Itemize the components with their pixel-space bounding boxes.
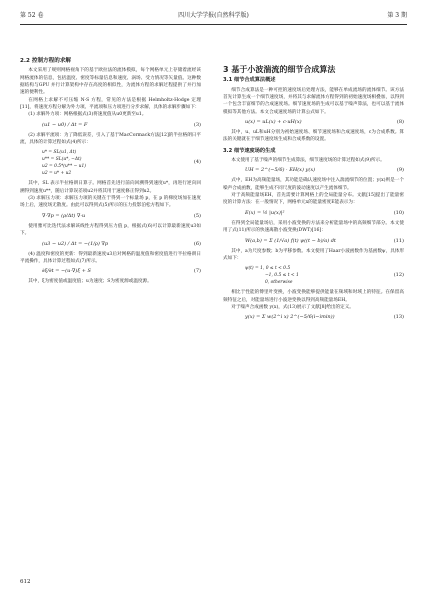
- paragraph: 使用雅可比迭代法求解该线性方程得到压力值 p，根据式(6)可以计算最新速度u3如下。: [20, 223, 201, 237]
- paragraph: 相比于性能的傅里叶变换，小波变换能够提供能量在频域和时域上的特征。在保留高频特征之后，对能量场进行小波逆变换以得到高频能量场EH。: [223, 290, 404, 303]
- equation-6: (u3 − u2) / Δt = −(1/ρ) ∇p (6): [42, 240, 201, 247]
- section-3-1-title: 3.1 细节合成算法概述: [223, 77, 276, 84]
- page-number: 612: [20, 579, 31, 585]
- paragraph: 其中，SL 表示半拉格朗日算子。网格首先进行前向回溯得到速度u*，再进行逆向回溯得到速度u**，随后计算误差项u2并将其用于速度修正得到u2。: [20, 181, 201, 194]
- header-journal: 四川大学学报(自然科学版): [178, 12, 249, 19]
- equation-8: u(x) = uL(x) + c·uH(x) (8): [245, 119, 404, 126]
- paragraph: 其中，ξ为密度值或温度值；u为速度；S为密度源或温度源。: [28, 279, 152, 285]
- paragraph: (4) 温度和密度的更新：得到最新速度u3后对网格的温度值和密度值进行半拉格朗日平流操作，具体计算过程如式(7)所示。: [20, 251, 201, 264]
- page-header: [20, 10, 407, 22]
- paragraph: 细节合成算法是一种可控的速度场后处理方法，能够在单成流场的流体细节。该方法首先计算生成一个细节速度场，并将其与求解流体方程得到的初始速度场相叠加，以得到一个包含丰富细节的合成速度场。细节速度场的生成可以基于噪声算法，也可以基于流体模拟等其他方法。本文合成速度场的计算公式如下。: [223, 87, 404, 115]
- paragraph: 在网格上求解不可压缩 N-S 方程，常见的方法是根据 Helmholtz-Hodge 定理[11]，将速度方程分解为外力项、平流项和压力项进行分步求解，具体的求解步骤如下：: [20, 97, 201, 111]
- paragraph: (3) 求解压力项：求解压力项的关键在于得到一个标量场 p，在 p 的梯度场加在速度场上后，速度场无散度。由此可以得到式(5)所示的压力投影泊松方程如下。: [20, 196, 201, 209]
- left-column: [20, 54, 201, 286]
- equation-5: ∇·∇p = (ρ/Δt) ∇·u (5): [42, 212, 201, 219]
- section-3-title: 3 基于小波湍流的细节合成算法: [223, 65, 336, 74]
- paragraph: 对于高频能量场EH，首先需要计算网格上的全局能量分布。文献[15]提出了能量密度的计算方法：在一般情况下，网格单元x的能量密度E能表示为：: [223, 193, 404, 206]
- equation-11: W(a,b) = Σ (1/√a) f(t) ψ((t − b)/a) dt (11): [245, 237, 404, 244]
- header-rule: [20, 24, 407, 25]
- paragraph: 对于噪声合成函数 y(x)，式(13)展示了文献[8]给出的定义。: [231, 304, 354, 310]
- equation-10: E(x) = ½ |u(x)|² (10): [245, 209, 404, 216]
- equation-9: UH = 2^(−5/6) · EH(x) y(x) (9): [245, 167, 404, 174]
- equation-7: ∂ξ/∂t = −(u·∇)ξ + S (7): [42, 268, 201, 275]
- section-2-2-title: 2.2 控制方程的求解: [20, 58, 72, 64]
- equation-4: u* = SL(u1, Δt) u** = SL(u*, −Δt) u2 = 0.5*(u** − u1) u2 = u* + u2 (4): [42, 150, 201, 177]
- paragraph: 在得到全局能量场后，采用小波变换的方法来分析能量场中的高频细节部分。本文使用了式(11)所示的快速离散小波变换(DWT)[16]：: [223, 220, 404, 234]
- right-column: [223, 54, 404, 324]
- paragraph: 其中，a为尺度参数；b为平移参数。本文使用了Haar小波函数作为基函数ψ，具体形式如下：: [223, 248, 404, 261]
- paragraph: (2) 求解平流项：为了降低误差，引入了基于MacCormack方法[12]的半拉格朗日平流，具体的计算过程如式(4)所示：: [20, 132, 201, 146]
- header-volume: 第 52 卷: [20, 12, 44, 19]
- header-issue: 第 3 期: [387, 12, 407, 19]
- paragraph: 其中，u、uL和uH分别为初始速度场、细节速度场和合成速度场，c为合成系数。算法的关键就在于细节速度场生成和合成系数的设置。: [223, 130, 404, 143]
- paragraph: 式中，EH为高频能量场，其功能是确认速度场中注入湍流细节的位置；y(x)则是一个噪声合成函数，能够生成不同尺度的波动速度以产生流体细节。: [223, 178, 404, 191]
- paragraph: 本文使用了基于噪声的细节生成算法，细节速度场的计算过程如式(9)所示。: [231, 158, 385, 164]
- section-3-2-title: 3.2 细节速度场的生成: [223, 147, 276, 154]
- equation-3: (u1 − u0) / Δt = F (3): [42, 121, 201, 128]
- paragraph: (1) 求解外力项：网格根据式(3)将速度值从u0更新至u1。: [28, 112, 147, 118]
- paragraph: 本文采用了规则网格视角下的基于欧拉法的流体模拟，每个网格单元上存储着流经该网格流体的信息，包括温度、密度等标量信息和速度、涡场、受力情况等矢量值。这种数据结构与GPU 并行计算架构中存在高度的相似性，为流体方程的求解过程提供了并行加速的便利性。: [20, 68, 201, 96]
- equation-12: ψ(t) = 1, 0 ≤ t < 0.5 −1, 0.5 ≤ t < 1 0, otherwise (12): [245, 266, 404, 286]
- equation-13: y(x) = Σ w(2^i x) 2^(−5/6(i−imin)) (13): [245, 314, 404, 321]
